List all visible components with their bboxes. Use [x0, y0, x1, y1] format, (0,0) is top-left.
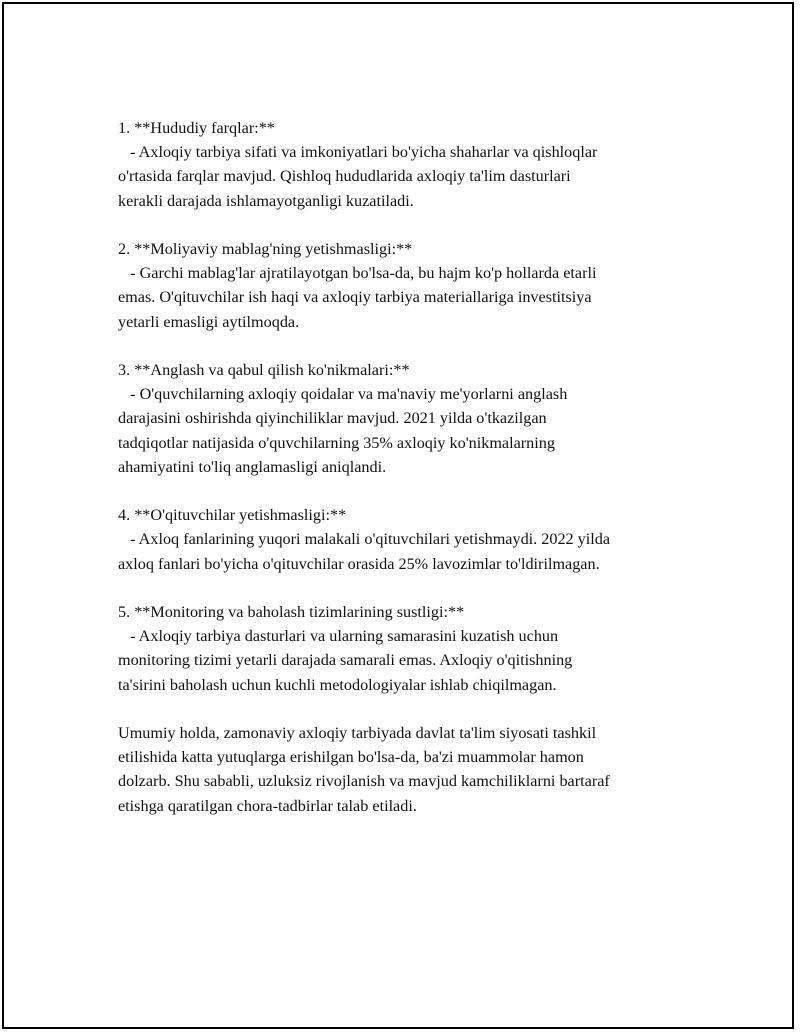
paragraph-line: ta'sirini baholash uchun kuchli metodologiyalar ishlab chiqilmagan. — [118, 675, 557, 694]
paragraph-line: Umumiy holda, zamonaviy axloqiy tarbiyada davlat ta'lim siyosati tashkil — [118, 724, 597, 742]
section-monitoring-weakness — [118, 600, 688, 697]
paragraph-line: kerakli darajada ishlamayotganligi kuzatiladi. — [118, 191, 414, 210]
conclusion-paragraph — [118, 721, 688, 818]
paragraph-line: - Axloqiy tarbiya sifati va imkoniyatlari bo'yicha shaharlar va qishloqlar — [118, 143, 598, 162]
section-title: 3. **Anglash va qabul qilish ko'nikmalari:** — [118, 361, 410, 379]
paragraph-line: emas. O'qituvchilar ish haqi va axloqiy tarbiya materiallariga investitsiya — [118, 288, 592, 307]
paragraph-line: - Axloq fanlarining yuqori malakali o'qituvchilari yetishmaydi. 2022 yilda — [118, 530, 611, 549]
section-regional-differences — [118, 116, 688, 213]
section-title: 2. **Moliyaviy mablag'ning yetishmasligi:** — [118, 240, 413, 258]
paragraph-line: darajasini oshirishda qiyinchiliklar mavjud. 2021 yilda o'tkazilgan — [118, 409, 547, 428]
paragraph-line: yetarli emasligi aytilmoqda. — [118, 312, 300, 331]
paragraph-line: axloq fanlari bo'yicha o'qituvchilar orasida 25% lavozimlar to'ldirilmagan. — [118, 554, 600, 573]
paragraph-line: etilishida katta yutuqlarga erishilgan bo'lsa-da, ba'zi muammolar hamon — [118, 748, 584, 767]
section-understanding-skills — [118, 358, 688, 479]
document-body — [118, 116, 688, 842]
paragraph-line: dolzarb. Shu sababli, uzluksiz rivojlanish va mavjud kamchiliklarni bartaraf — [118, 772, 610, 791]
paragraph-line: monitoring tizimi yetarli darajada samarali emas. Axloqiy o'qitishning — [118, 651, 573, 670]
paragraph-line: ahamiyatini to'liq anglamasligi aniqlandi. — [118, 457, 387, 476]
paragraph-line: - O'quvchilarning axloqiy qoidalar va ma'naviy me'yorlarni anglash — [118, 385, 568, 404]
section-title: 1. **Hududiy farqlar:** — [118, 119, 275, 137]
paragraph-line: - Garchi mablag'lar ajratilayotgan bo'lsa-da, bu hajm ko'p hollarda etarli — [118, 264, 597, 283]
paragraph-line: o'rtasida farqlar mavjud. Qishloq hududlarida axloqiy ta'lim dasturlari — [118, 167, 571, 186]
section-title: 4. **O'qituvchilar yetishmasligi:** — [118, 506, 347, 525]
section-funding-shortage — [118, 237, 688, 334]
paragraph-line: etishga qaratilgan chora-tadbirlar talab etiladi. — [118, 796, 417, 815]
section-teacher-shortage — [118, 503, 688, 576]
paragraph-line: - Axloqiy tarbiya dasturlari va ularning samarasini kuzatish uchun — [118, 627, 559, 646]
section-title: 5. **Monitoring va baholash tizimlarining sustligi:** — [118, 603, 465, 621]
paragraph-line: tadqiqotlar natijasida o'quvchilarning 35% axloqiy ko'nikmalarning — [118, 433, 555, 452]
